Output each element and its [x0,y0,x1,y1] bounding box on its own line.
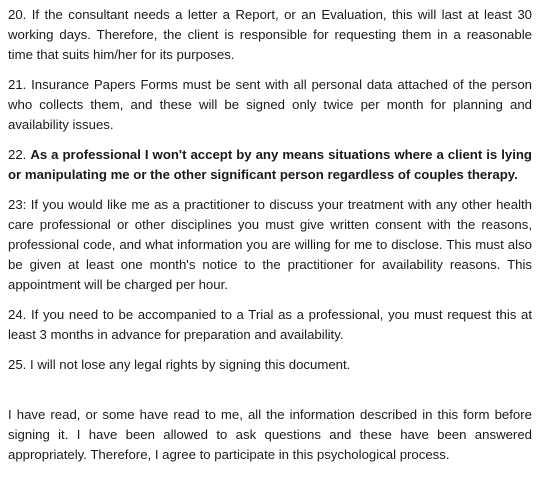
consent-declaration: I have read, or some have read to me, all the information described in this form before signing it. I have been allowed to ask questions and these have been answered appropriately. Therefore, I agree to participate in this psychological process. [8,407,532,462]
clause-23: 23: If you would like me as a practitioner to discuss your treatment with any other health care professional or other disciplines you must give written consent with the reasons, professional code, and what information you are willing for me to disclose. This must also be given at least one month's notice to the practitioner for availability reasons. This appointment will be charged per hour. [8,197,532,292]
clause-21: 21. Insurance Papers Forms must be sent with all personal data attached of the person who collects them, and these will be signed only twice per month for planning and availability issues. [8,77,532,132]
clause-22-number: 22. [8,147,31,162]
clause-22-text: As a professional I won't accept by any means situations where a client is lying or manipulating me or the other significant person regardless of couples therapy. [8,147,532,182]
clause-25: 25. I will not lose any legal rights by signing this document. [8,357,351,372]
clause-24: 24. If you need to be accompanied to a Trial as a professional, you must request this at least 3 months in advance for preparation and availability. [8,307,532,342]
clause-20: 20. If the consultant needs a letter a Report, or an Evaluation, this will last at least 30 working days. Therefore, the client is responsible for requesting them in a reasonable time that suits him/her for its purposes. [8,7,532,62]
clause-22 [8,145,532,185]
